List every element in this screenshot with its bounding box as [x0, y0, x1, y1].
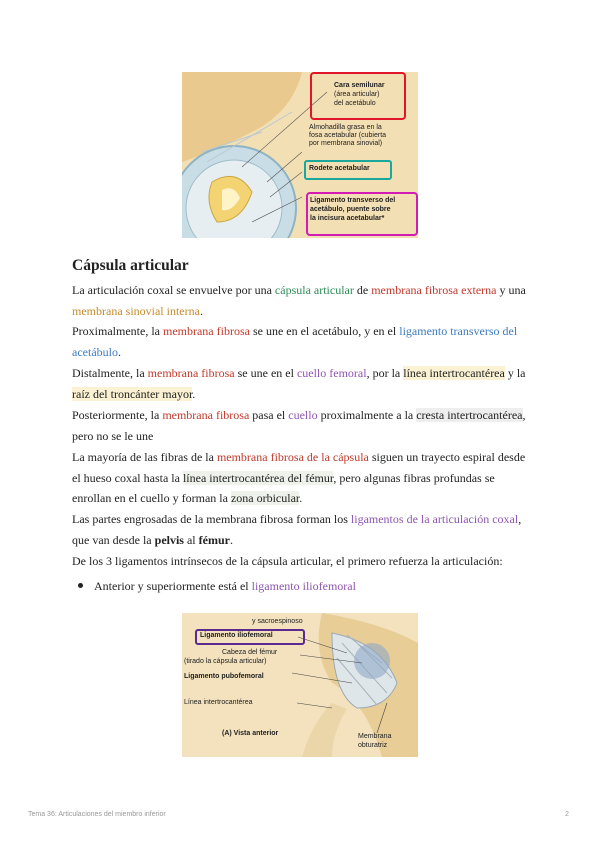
rodete-label: Rodete acetabular [309, 165, 370, 172]
link-capsula-articular[interactable]: cápsula articular [274, 283, 354, 297]
sacroespinoso-label: y sacroespinoso [252, 618, 303, 625]
footer-page-number: 2 [565, 811, 569, 818]
highlight-raiz-troncanter: raíz del troncánter mayor [72, 386, 193, 401]
paragraph-2: Proximalmente, la membrana fibrosa se une en el acetábulo, y en el ligamento transverso del acetábulo. [72, 324, 518, 359]
iliofemoral-label: Ligamento iliofemoral [200, 632, 273, 639]
bold-pelvis: pelvis [154, 532, 184, 547]
membrana-label-1: Membrana [358, 733, 392, 740]
highlight-cresta-intertrocanterea: cresta intertrocantérea [416, 408, 523, 422]
pubofemoral-label: Ligamento pubofemoral [184, 673, 264, 680]
paragraph-3: Distalmente, la membrana fibrosa se une en el cuello femoral, por la línea intertrocantérea y la raíz del troncánter mayor. [72, 366, 526, 401]
link-membrana-fibrosa[interactable]: membrana fibrosa [147, 366, 235, 380]
link-membrana-sinovial-interna[interactable]: membrana sinovial interna [72, 303, 200, 318]
link-membrana-fibrosa[interactable]: membrana fibrosa [162, 408, 250, 422]
link-membrana-fibrosa-capsula[interactable]: membrana fibrosa de la cápsula [216, 450, 369, 464]
link-ligamento-iliofemoral[interactable]: ligamento iliofemoral [251, 579, 356, 593]
paragraph-1: La articulación coxal se envuelve por una cápsula articular de membrana fibrosa externa y una membrana sinovial interna. [72, 283, 526, 318]
highlight-zona-orbicular: zona orbicular [230, 491, 300, 505]
bullet-dot [78, 583, 83, 588]
paragraph-5: La mayoría de las fibras de la membrana fibrosa de la cápsula siguen un trayecto espiral desde el hueso coxal hasta la línea intertrocantérea del fémur, pero algunas fibras profundas se enrollan en el cuello y forman la zona orbicular. [72, 450, 526, 505]
link-ligamento-transverso[interactable]: ligamento transverso del acetábulo [72, 324, 518, 359]
cara-semilunar-sub1: (área articular) [334, 91, 380, 98]
footer-title: Tema 36: Articulaciones del miembro inferior [28, 811, 166, 818]
ligamento-label-3: la incisura acetabular* [310, 215, 385, 222]
ligamento-label-1: Ligamento transverso del [310, 197, 396, 204]
link-cuello-femoral[interactable]: cuello femoral [296, 366, 367, 380]
vista-label: (A) Vista anterior [222, 730, 279, 737]
almohadilla-label-2: fosa acetabular (cubierta [309, 132, 387, 139]
acetabulum-figure [182, 72, 418, 238]
bullet-item-1: Anterior y superiormente está el ligamento iliofemoral [94, 579, 356, 593]
cara-semilunar-sub2: del acetábulo [334, 100, 376, 107]
paragraph-6: Las partes engrosadas de la membrana fibrosa forman los ligamentos de la articulación coxal, que van desde la pelvis al fémur. [72, 512, 522, 547]
highlight-linea-intertrocanterea-femur: línea intertrocantérea del fémur [182, 470, 334, 485]
link-ligamentos-articulacion-coxal[interactable]: ligamentos de la articulación coxal [350, 512, 519, 526]
paragraph-7: De los 3 ligamentos intrínsecos de la cápsula articular, el primero refuerza la articulación: [72, 554, 503, 568]
highlight-linea-intertrocanterea: línea intertrocantérea [403, 366, 505, 380]
ligamento-label-2: acetábulo, puente sobre [310, 206, 391, 213]
link-membrana-fibrosa-externa[interactable]: membrana fibrosa externa [371, 283, 497, 297]
intertrocanterea-label: Línea intertrocantérea [184, 699, 253, 706]
section-title: Cápsula articular [72, 257, 189, 274]
link-cuello[interactable]: cuello [288, 408, 318, 422]
link-membrana-fibrosa[interactable]: membrana fibrosa [162, 324, 250, 338]
hip-anterior-figure [182, 613, 418, 757]
almohadilla-label-1: Almohadilla grasa en la [309, 124, 382, 131]
paragraph-4: Posteriormente, la membrana fibrosa pasa el cuello proximalmente a la cresta intertrocantérea, pero no se le une [72, 408, 526, 443]
cabeza-label-1: Cabeza del fémur [222, 649, 278, 656]
almohadilla-label-3: por membrana sinovial) [309, 140, 383, 147]
bold-femur: fémur [198, 532, 230, 547]
cabeza-label-2: (tirado la cápsula articular) [184, 658, 267, 665]
cara-semilunar-label: Cara semilunar [334, 82, 385, 89]
membrana-label-2: obturatriz [358, 742, 388, 749]
